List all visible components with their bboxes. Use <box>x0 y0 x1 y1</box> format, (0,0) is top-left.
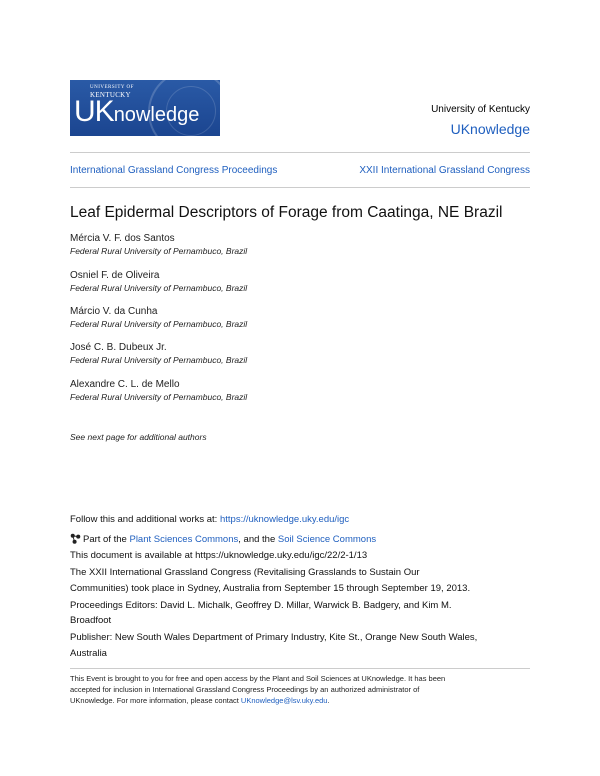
part-of-middle: , and the <box>238 534 278 545</box>
footer-line-3-prefix: UKnowledge. For more information, please contact <box>70 696 241 705</box>
follow-prefix: Follow this and additional works at: <box>70 514 220 525</box>
part-of-prefix: Part of the <box>83 534 130 545</box>
author-name: Márcio V. da Cunha <box>70 306 158 317</box>
footer-line-2: accepted for inclusion in International Grassland Congress Proceedings by an authorized administrator of <box>70 685 420 694</box>
follow-line <box>70 514 349 525</box>
repository-link[interactable]: UKnowledge <box>450 121 530 137</box>
event-line-2: Communities) took place in Sydney, Australia from September 15 through September 19, 2013. <box>70 583 471 594</box>
event-line-1: The XXII International Grassland Congress (Revitalising Grasslands to Sustain Our <box>70 567 420 578</box>
soil-science-commons-link[interactable]: Soil Science Commons <box>277 534 377 545</box>
footer-line-3-suffix: . <box>327 696 330 705</box>
contact-email-link[interactable]: UKnowledge@lsv.uky.edu <box>240 696 328 705</box>
editors-line-1: Proceedings Editors: David L. Michalk, Geoffrey D. Millar, Warwick B. Badgery, and Kim M. <box>70 600 452 611</box>
divider-footer <box>70 668 530 669</box>
logo-rest: nowledge <box>113 104 200 126</box>
divider-top <box>70 152 530 153</box>
footer-line-1: This Event is brought to you for free and open access by the Plant and Soil Sciences at UKnowledge. It has been <box>70 674 446 683</box>
institution-name: University of Kentucky <box>431 104 530 115</box>
author-name: Osniel F. de Oliveira <box>70 270 160 281</box>
logo-wordmark <box>74 97 199 127</box>
footer-line-3 <box>70 696 330 705</box>
breadcrumb-congress-link[interactable]: XXII International Grassland Congress <box>359 165 530 176</box>
author-affiliation: Federal Rural University of Pernambuco, Brazil <box>70 392 248 402</box>
publisher-line-2: Australia <box>70 648 107 659</box>
availability-line: This document is available at https://uknowledge.uky.edu/igc/22/2-1/13 <box>70 550 368 561</box>
author-name: Alexandre C. L. de Mello <box>70 379 180 390</box>
breadcrumb-collection-link[interactable]: International Grassland Congress Proceedings <box>70 165 278 176</box>
publisher-line-1: Publisher: New South Wales Department of Primary Industry, Kite St., Orange New South Wales, <box>70 632 478 643</box>
logo-uk: UK <box>74 95 114 128</box>
author-affiliation: Federal Rural University of Pernambuco, Brazil <box>70 319 248 329</box>
editors-line-2: Broadfoot <box>70 615 112 626</box>
follow-url-link[interactable]: https://uknowledge.uky.edu/igc <box>219 514 350 525</box>
author-affiliation: Federal Rural University of Pernambuco, Brazil <box>70 355 248 365</box>
see-next-page-note: See next page for additional authors <box>70 432 207 442</box>
author-affiliation: Federal Rural University of Pernambuco, Brazil <box>70 246 248 256</box>
plant-sciences-commons-link[interactable]: Plant Sciences Commons <box>129 534 239 545</box>
logo-university-name: KENTUCKY <box>90 91 131 99</box>
document-title: Leaf Epidermal Descriptors of Forage from Caatinga, NE Brazil <box>70 204 503 221</box>
commons-network-icon <box>70 533 81 544</box>
author-name: Mércia V. F. dos Santos <box>70 233 175 244</box>
logo-university-top: UNIVERSITY OF <box>90 85 134 90</box>
uknowledge-logo[interactable] <box>70 80 220 136</box>
author-name: José C. B. Dubeux Jr. <box>70 342 167 353</box>
divider-bottom <box>70 187 530 188</box>
author-affiliation: Federal Rural University of Pernambuco, Brazil <box>70 283 248 293</box>
part-of-line <box>70 533 376 545</box>
